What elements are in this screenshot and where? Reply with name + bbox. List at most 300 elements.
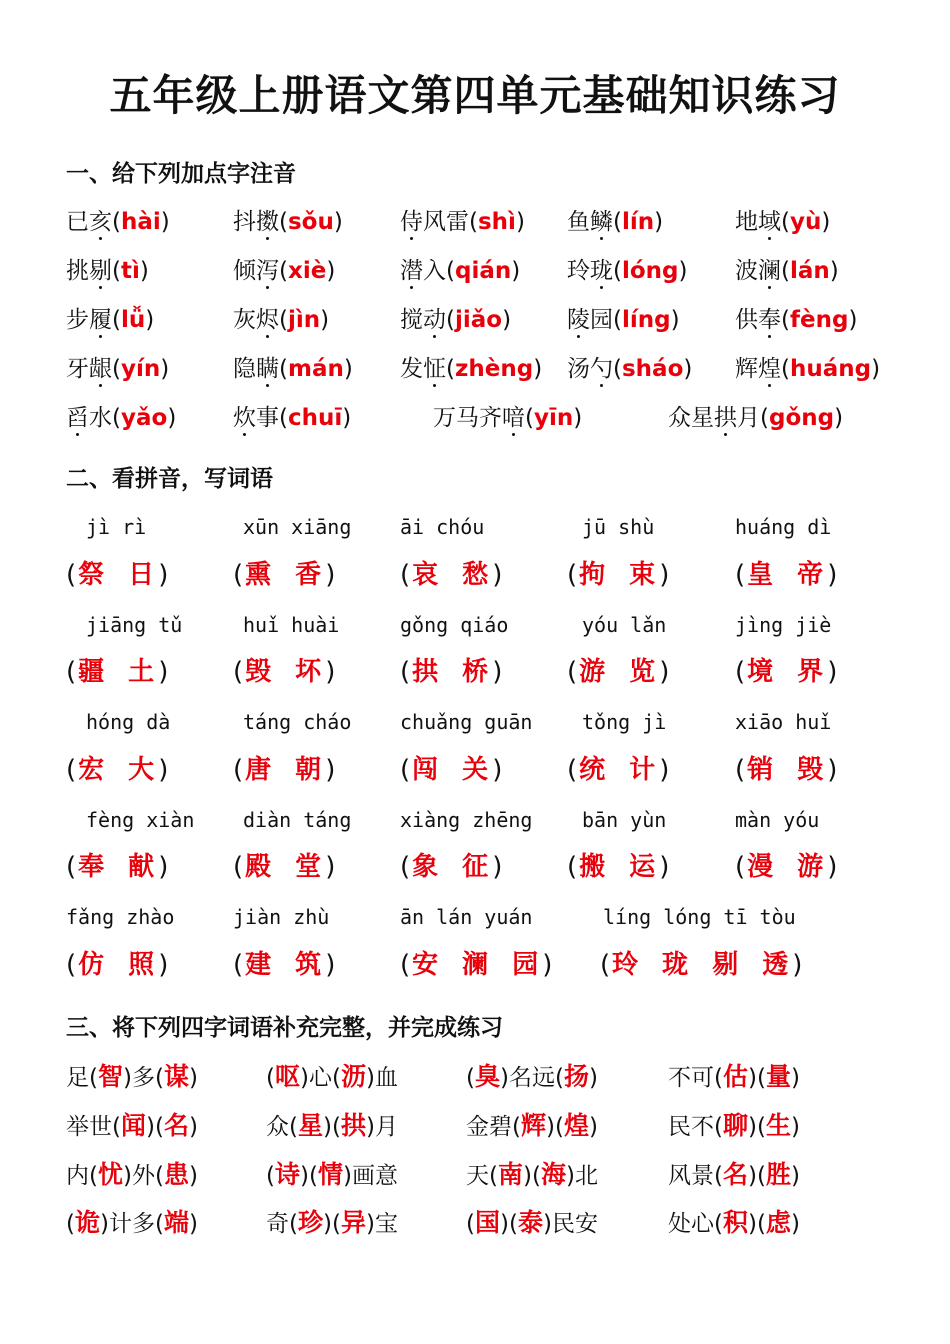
dotted-char: 擞	[256, 202, 279, 242]
pinyin-answer: tì	[120, 258, 140, 284]
idiom-text: 画意	[351, 1163, 398, 1189]
idiom-text: 民不	[668, 1114, 714, 1140]
answer-char: 剔	[712, 950, 739, 980]
paren: )	[659, 852, 670, 882]
idiom-answer: 名	[163, 1111, 189, 1140]
paren: )	[188, 1065, 198, 1091]
paren: )	[188, 1211, 198, 1237]
idiom-text: 内	[66, 1163, 89, 1189]
dotted-char: 潜	[400, 251, 423, 291]
idiom-item	[466, 1155, 598, 1196]
answer-char: 日	[128, 560, 155, 590]
pinyin-text: huǐ huài	[243, 613, 340, 637]
word-text: 抖	[233, 209, 256, 235]
pinyin-item	[400, 300, 511, 340]
answer-char: 香	[295, 560, 322, 590]
paren: (	[469, 209, 478, 235]
paren: )	[492, 755, 503, 785]
paren: )	[146, 1114, 155, 1140]
answer-char: 界	[797, 657, 824, 687]
answer-char: 游	[797, 852, 824, 882]
word-answer	[400, 750, 502, 790]
idiom-text: 民安	[551, 1211, 598, 1237]
word-answer	[233, 652, 335, 692]
paren: (	[331, 1114, 341, 1140]
paren: (	[233, 560, 244, 590]
paren: )	[515, 209, 525, 235]
word-text: 水	[89, 405, 112, 431]
dotted-char: 炊	[233, 398, 256, 438]
paren: (	[525, 405, 534, 431]
word-text: 隐	[233, 356, 256, 382]
answer-char: 毁	[797, 755, 824, 785]
paren: )	[588, 1114, 598, 1140]
answer-char: 建	[245, 950, 272, 980]
pinyin-item	[433, 398, 582, 438]
pinyin-item	[400, 349, 542, 389]
word-text: 玲	[567, 258, 590, 284]
paren: (	[756, 1114, 766, 1140]
word-answer	[567, 750, 669, 790]
pinyin-item	[735, 349, 880, 389]
dotted-char: 侍	[400, 202, 423, 242]
paren: (	[266, 1163, 275, 1189]
paren: (	[735, 852, 746, 882]
answer-char: 搬	[579, 852, 606, 882]
idiom-text: 多	[131, 1065, 155, 1091]
paren: (	[554, 1065, 564, 1091]
idiom-text: 举世	[66, 1114, 112, 1140]
dotted-char: 动	[423, 300, 446, 340]
paren: )	[188, 1114, 198, 1140]
word-text: 地	[735, 209, 758, 235]
answer-row	[0, 555, 950, 595]
paren: (	[289, 1211, 298, 1237]
paren: )	[678, 258, 688, 284]
paren: (	[714, 1065, 723, 1091]
idiom-text: 金碧	[466, 1114, 512, 1140]
pinyin-answer: lóng	[621, 258, 679, 284]
word-answer	[567, 847, 669, 887]
idiom-item	[66, 1155, 198, 1196]
idiom-answer: 南	[497, 1160, 523, 1189]
paren: (	[714, 1163, 723, 1189]
word-answer	[66, 847, 168, 887]
word-answer	[400, 847, 502, 887]
paren: )	[542, 950, 553, 980]
paren: (	[781, 307, 790, 333]
section1-row	[0, 349, 950, 389]
section1-row	[0, 398, 950, 438]
word-text: 入	[423, 258, 446, 284]
paren: (	[233, 755, 244, 785]
idiom-item	[668, 1203, 800, 1244]
pinyin-answer: zhèng	[454, 356, 534, 382]
paren: (	[112, 405, 121, 431]
paren: (	[613, 258, 622, 284]
paren: (	[567, 560, 578, 590]
paren: )	[829, 258, 839, 284]
idiom-answer: 诗	[274, 1160, 300, 1189]
pinyin-answer: jiǎo	[454, 307, 503, 333]
paren: )	[546, 1114, 555, 1140]
paren: )	[123, 1065, 132, 1091]
pinyin-item	[567, 300, 680, 340]
idiom-answer: 量	[765, 1062, 791, 1091]
answer-char: 仿	[78, 950, 105, 980]
paren: (	[400, 755, 411, 785]
pinyin-answer: lín	[621, 209, 655, 235]
paren: (	[89, 1065, 98, 1091]
answer-char: 筑	[295, 950, 322, 980]
idiom-answer: 异	[340, 1208, 366, 1237]
paren: (	[266, 1065, 275, 1091]
pinyin-answer: chuī	[287, 405, 343, 431]
answer-char: 销	[747, 755, 774, 785]
idiom-text: 外	[131, 1163, 155, 1189]
idiom-answer: 呕	[274, 1062, 300, 1091]
dotted-char: 奉	[758, 300, 781, 340]
dotted-char: 剔	[89, 251, 112, 291]
answer-char: 束	[629, 560, 656, 590]
paren: (	[66, 950, 77, 980]
paren: )	[683, 356, 693, 382]
pinyin-text: xūn xiāng	[243, 515, 352, 539]
dotted-char: 煌	[758, 349, 781, 389]
pinyin-text: diàn táng	[243, 808, 352, 832]
idiom-text: 月	[374, 1114, 398, 1140]
dotted-char: 泻	[256, 251, 279, 291]
paren: )	[343, 356, 353, 382]
word-text: 鱼	[567, 209, 590, 235]
answer-char: 朝	[295, 755, 322, 785]
answer-char: 愁	[462, 560, 489, 590]
answer-char: 奉	[78, 852, 105, 882]
pinyin-text: táng cháo	[243, 710, 352, 734]
dotted-char: 澜	[758, 251, 781, 291]
paren: (	[66, 852, 77, 882]
paren: (	[233, 657, 244, 687]
answer-char: 帝	[797, 560, 824, 590]
paren: (	[289, 1114, 298, 1140]
paren: )	[827, 560, 838, 590]
paren: (	[756, 1065, 766, 1091]
dotted-char: 陵	[567, 300, 590, 340]
section2-heading: 二、看拼音，写词语	[66, 466, 273, 492]
pinyin-answer: yù	[789, 209, 822, 235]
paren: (	[446, 356, 455, 382]
section1-row	[0, 202, 950, 242]
word-answer	[735, 847, 837, 887]
answer-char: 玲	[612, 950, 639, 980]
answer-char: 唐	[245, 755, 272, 785]
answer-char: 殿	[245, 852, 272, 882]
paren: (	[112, 356, 121, 382]
word-answer	[400, 652, 502, 692]
dotted-char: 鳞	[590, 202, 613, 242]
idiom-answer: 智	[97, 1062, 123, 1091]
paren: )	[323, 1211, 332, 1237]
paren: )	[167, 405, 177, 431]
word-text: 万马齐	[433, 405, 502, 431]
paren: )	[827, 755, 838, 785]
dotted-char: 履	[89, 300, 112, 340]
paren: )	[748, 1163, 757, 1189]
paren: (	[400, 560, 411, 590]
paren: (	[89, 1163, 98, 1189]
word-text: 步	[66, 307, 89, 333]
idiom-text: 奇	[266, 1211, 289, 1237]
idiom-answer: 谋	[163, 1062, 189, 1091]
pinyin-item	[66, 300, 154, 340]
paren: )	[500, 1211, 509, 1237]
answer-char: 大	[128, 755, 155, 785]
word-answer	[66, 945, 168, 985]
answer-char: 桥	[462, 657, 489, 687]
paren: )	[158, 657, 169, 687]
word-answer	[66, 555, 168, 595]
paren: (	[279, 258, 288, 284]
pinyin-row	[0, 512, 950, 542]
idiom-answer: 煌	[563, 1111, 589, 1140]
answer-char: 照	[128, 950, 155, 980]
pinyin-item	[233, 300, 329, 340]
pinyin-item	[567, 202, 663, 242]
pinyin-item	[66, 398, 176, 438]
paren: )	[792, 950, 803, 980]
pinyin-text: bān yùn	[582, 808, 667, 832]
paren: )	[325, 852, 336, 882]
paren: )	[790, 1211, 800, 1237]
idiom-answer: 端	[163, 1208, 189, 1237]
pinyin-answer: yín	[120, 356, 161, 382]
pinyin-text: chuǎng guān	[400, 710, 533, 734]
idiom-answer: 积	[722, 1208, 748, 1237]
paren: (	[154, 1211, 164, 1237]
pinyin-text: huáng dì	[735, 515, 832, 539]
paren: )	[654, 209, 664, 235]
paren: (	[613, 209, 622, 235]
pinyin-text: hóng dà	[86, 710, 171, 734]
paren: (	[154, 1114, 164, 1140]
pinyin-text: xiāo huǐ	[735, 710, 832, 734]
word-text: 发	[400, 356, 423, 382]
paren: )	[325, 560, 336, 590]
idiom-answer: 胜	[765, 1160, 791, 1189]
answer-row	[0, 847, 950, 887]
idiom-answer: 闻	[120, 1111, 146, 1140]
paren: )	[145, 307, 155, 333]
idiom-answer: 聊	[722, 1111, 748, 1140]
pinyin-text: líng lóng tī tòu	[603, 905, 796, 929]
pinyin-item	[400, 202, 525, 242]
pinyin-row	[0, 610, 950, 640]
answer-char: 宏	[78, 755, 105, 785]
paren: )	[342, 405, 352, 431]
paren: )	[342, 1163, 352, 1189]
pinyin-item	[233, 349, 353, 389]
paren: )	[158, 755, 169, 785]
pinyin-item	[735, 202, 830, 242]
paren: (	[308, 1163, 318, 1189]
paren: (	[279, 307, 288, 333]
paren: )	[160, 209, 170, 235]
idiom-item	[466, 1106, 598, 1147]
pinyin-answer: sǒu	[287, 209, 334, 235]
pinyin-answer: yǎo	[120, 405, 168, 431]
idiom-item	[266, 1057, 398, 1098]
idiom-text: 名远	[508, 1065, 555, 1091]
pinyin-text: jìng jiè	[735, 613, 832, 637]
paren: (	[600, 950, 611, 980]
paren: (	[512, 1114, 521, 1140]
paren: )	[300, 1163, 309, 1189]
word-answer	[567, 652, 669, 692]
idiom-answer: 珍	[297, 1208, 323, 1237]
paren: (	[279, 405, 288, 431]
dotted-char: 珑	[590, 251, 613, 291]
paren: (	[466, 1211, 475, 1237]
paren: (	[331, 1211, 341, 1237]
word-text: 倾	[233, 258, 256, 284]
dotted-char: 瞒	[256, 349, 279, 389]
paren: (	[735, 755, 746, 785]
pinyin-answer: lǚ	[120, 307, 146, 333]
pinyin-item	[668, 398, 843, 438]
word-text: 辉	[735, 356, 758, 382]
answer-char: 拘	[579, 560, 606, 590]
paren: )	[323, 1114, 332, 1140]
idiom-row	[0, 1155, 950, 1195]
idiom-answer: 沥	[340, 1062, 366, 1091]
pinyin-item	[66, 349, 169, 389]
answer-char: 安	[412, 950, 439, 980]
paren: (	[154, 1163, 164, 1189]
section3-heading: 三、将下列四字词语补充完整，并完成练习	[66, 1015, 503, 1041]
paren: (	[756, 1163, 766, 1189]
paren: )	[492, 560, 503, 590]
word-answer	[66, 750, 168, 790]
idiom-text: 众	[266, 1114, 289, 1140]
paren: (	[66, 657, 77, 687]
paren: )	[827, 657, 838, 687]
idiom-item	[266, 1203, 398, 1244]
idiom-answer: 扬	[563, 1062, 589, 1091]
pinyin-row	[0, 805, 950, 835]
paren: (	[567, 657, 578, 687]
answer-row	[0, 652, 950, 692]
pinyin-text: jiàn zhù	[233, 905, 330, 929]
idiom-text: 北	[574, 1163, 598, 1189]
pinyin-item	[735, 251, 839, 291]
paren: )	[325, 950, 336, 980]
pinyin-item	[66, 202, 170, 242]
paren: (	[66, 1211, 75, 1237]
paren: )	[542, 1211, 552, 1237]
paren: (	[531, 1163, 541, 1189]
pinyin-text: tǒng jì	[582, 710, 667, 734]
idiom-answer: 拱	[340, 1111, 366, 1140]
paren: (	[508, 1211, 518, 1237]
pinyin-text: āi chóu	[400, 515, 485, 539]
paren: (	[112, 258, 121, 284]
paren: (	[567, 852, 578, 882]
paren: )	[748, 1211, 757, 1237]
paren: (	[613, 307, 622, 333]
paren: (	[489, 1163, 498, 1189]
answer-char: 土	[128, 657, 155, 687]
idiom-text: 天	[466, 1163, 489, 1189]
answer-char: 征	[462, 852, 489, 882]
paren: )	[123, 1163, 132, 1189]
paren: (	[66, 755, 77, 785]
dotted-char: 舀	[66, 398, 89, 438]
paren: )	[492, 852, 503, 882]
paren: (	[66, 560, 77, 590]
paren: )	[158, 852, 169, 882]
pinyin-text: xiàng zhēng	[400, 808, 533, 832]
idiom-item	[266, 1155, 398, 1196]
paren: (	[112, 209, 121, 235]
pinyin-answer: huáng	[789, 356, 872, 382]
word-answer	[735, 555, 837, 595]
word-text: 汤	[567, 356, 590, 382]
word-text: 搅	[400, 307, 423, 333]
section1-heading: 一、给下列加点字注音	[66, 161, 296, 187]
word-answer	[233, 750, 335, 790]
answer-char: 计	[629, 755, 656, 785]
word-text: 供	[735, 307, 758, 333]
answer-char: 祭	[78, 560, 105, 590]
pinyin-answer: fèng	[789, 307, 849, 333]
idiom-answer: 诡	[74, 1208, 100, 1237]
paren: )	[659, 657, 670, 687]
paren: )	[848, 307, 858, 333]
pinyin-text: gǒng qiáo	[400, 613, 509, 637]
pinyin-item	[66, 251, 149, 291]
word-text: 众星	[668, 405, 714, 431]
pinyin-answer: mán	[287, 356, 344, 382]
word-text: 事	[256, 405, 279, 431]
pinyin-row	[0, 902, 950, 932]
idiom-answer: 情	[317, 1160, 343, 1189]
pinyin-item	[567, 251, 688, 291]
paren: (	[781, 209, 790, 235]
idiom-answer: 估	[722, 1062, 748, 1091]
word-answer	[233, 847, 335, 887]
dotted-char: 域	[758, 202, 781, 242]
answer-char: 游	[579, 657, 606, 687]
pinyin-answer: xiè	[287, 258, 327, 284]
pinyin-answer: sháo	[621, 356, 684, 382]
paren: )	[748, 1065, 757, 1091]
answer-char: 拱	[412, 657, 439, 687]
idiom-item	[66, 1057, 198, 1098]
idiom-text: 足	[66, 1065, 89, 1091]
paren: )	[158, 950, 169, 980]
answer-char: 献	[128, 852, 155, 882]
pinyin-row	[0, 707, 950, 737]
idiom-answer: 星	[297, 1111, 323, 1140]
paren: )	[588, 1065, 598, 1091]
section1-row	[0, 300, 950, 340]
paren: (	[112, 1114, 121, 1140]
answer-char: 园	[512, 950, 539, 980]
idiom-answer: 患	[163, 1160, 189, 1189]
paren: )	[670, 307, 680, 333]
paren: )	[565, 1163, 575, 1189]
answer-char: 坏	[295, 657, 322, 687]
